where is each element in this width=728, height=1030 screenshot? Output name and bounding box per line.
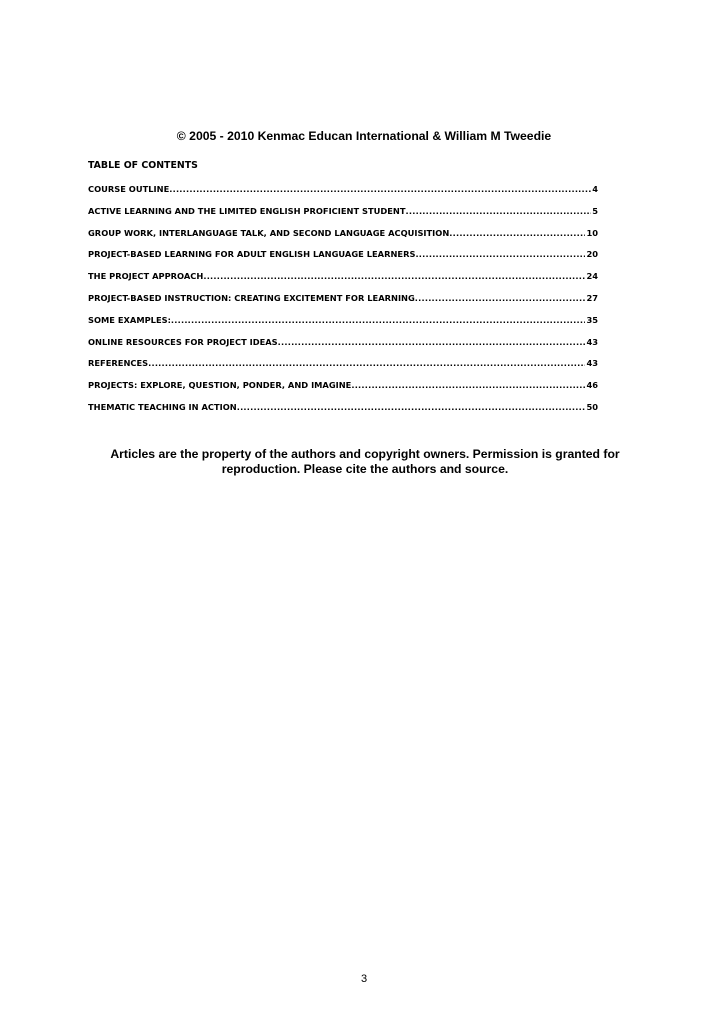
toc-dot-leader bbox=[406, 205, 592, 217]
page-number: 3 bbox=[360, 973, 368, 985]
toc-entry-page: 43 bbox=[586, 358, 598, 369]
toc-entry-project-based-learning[interactable] bbox=[88, 248, 598, 260]
toc-entry-page: 4 bbox=[592, 184, 598, 194]
toc-entry-page: 43 bbox=[586, 336, 598, 347]
toc-dot-leader bbox=[415, 248, 585, 260]
toc-entry-references[interactable] bbox=[88, 357, 598, 369]
toc-entry-page: 35 bbox=[586, 314, 598, 325]
toc-entry-title: GROUP WORK, INTERLANGUAGE TALK, AND SECOND LANGUAGE ACQUISITION bbox=[88, 227, 450, 238]
toc-dot-leader bbox=[171, 314, 586, 326]
toc-entry-title: COURSE OUTLINE bbox=[88, 184, 170, 194]
toc-entry-project-based-instruction[interactable] bbox=[88, 292, 598, 304]
toc-dot-leader bbox=[278, 336, 586, 348]
toc-heading: TABLE OF CONTENTS bbox=[88, 160, 198, 171]
toc-entry-active-learning[interactable] bbox=[88, 205, 598, 217]
toc-entry-online-resources[interactable] bbox=[88, 336, 598, 348]
copyright-notice: © 2005 - 2010 Kenmac Educan International & William M Tweedie bbox=[176, 129, 552, 143]
permission-notice: Articles are the property of the authors and copyright owners. Permission is granted for reproduction. Please cite the authors and source. bbox=[110, 447, 620, 476]
toc-entry-title: REFERENCES bbox=[88, 358, 149, 369]
toc-entry-some-examples[interactable] bbox=[88, 314, 598, 326]
toc-dot-leader bbox=[415, 292, 586, 304]
toc-entry-page: 10 bbox=[586, 227, 598, 238]
toc-entry-title: PROJECT-BASED LEARNING FOR ADULT ENGLISH LANGUAGE LEARNERS bbox=[88, 249, 416, 260]
toc-entry-title: THEMATIC TEACHING IN ACTION bbox=[88, 401, 237, 412]
toc-entry-page: 5 bbox=[592, 205, 598, 216]
table-of-contents bbox=[88, 160, 598, 413]
toc-entry-thematic-teaching[interactable] bbox=[88, 401, 598, 413]
toc-entry-title: THE PROJECT APPROACH bbox=[88, 271, 204, 282]
toc-dot-leader bbox=[351, 379, 585, 391]
toc-entry-page: 46 bbox=[586, 380, 598, 391]
toc-entry-page: 50 bbox=[586, 401, 598, 412]
toc-entry-title: PROJECT-BASED INSTRUCTION: CREATING EXCITEMENT FOR LEARNING bbox=[88, 292, 415, 303]
toc-entry-project-approach[interactable] bbox=[88, 270, 598, 282]
toc-entry-group-work[interactable] bbox=[88, 227, 598, 239]
toc-entry-page: 20 bbox=[586, 249, 598, 260]
toc-entry-page: 27 bbox=[586, 292, 598, 303]
toc-entry-title: PROJECTS: EXPLORE, QUESTION, PONDER, AND IMAGINE bbox=[88, 380, 352, 391]
toc-dot-leader bbox=[203, 270, 585, 282]
toc-entry-page: 24 bbox=[586, 271, 598, 282]
toc-entry-title: ONLINE RESOURCES FOR PROJECT IDEAS bbox=[88, 336, 278, 347]
toc-entry-course-outline[interactable] bbox=[88, 183, 598, 195]
toc-dot-leader bbox=[237, 401, 586, 413]
toc-entry-title: ACTIVE LEARNING AND THE LIMITED ENGLISH PROFICIENT STUDENT bbox=[88, 205, 406, 216]
toc-dot-leader bbox=[148, 357, 585, 369]
toc-entry-projects-explore[interactable] bbox=[88, 379, 598, 391]
toc-dot-leader bbox=[169, 183, 591, 195]
toc-entry-title: SOME EXAMPLES: bbox=[88, 314, 171, 325]
toc-dot-leader bbox=[449, 227, 585, 239]
